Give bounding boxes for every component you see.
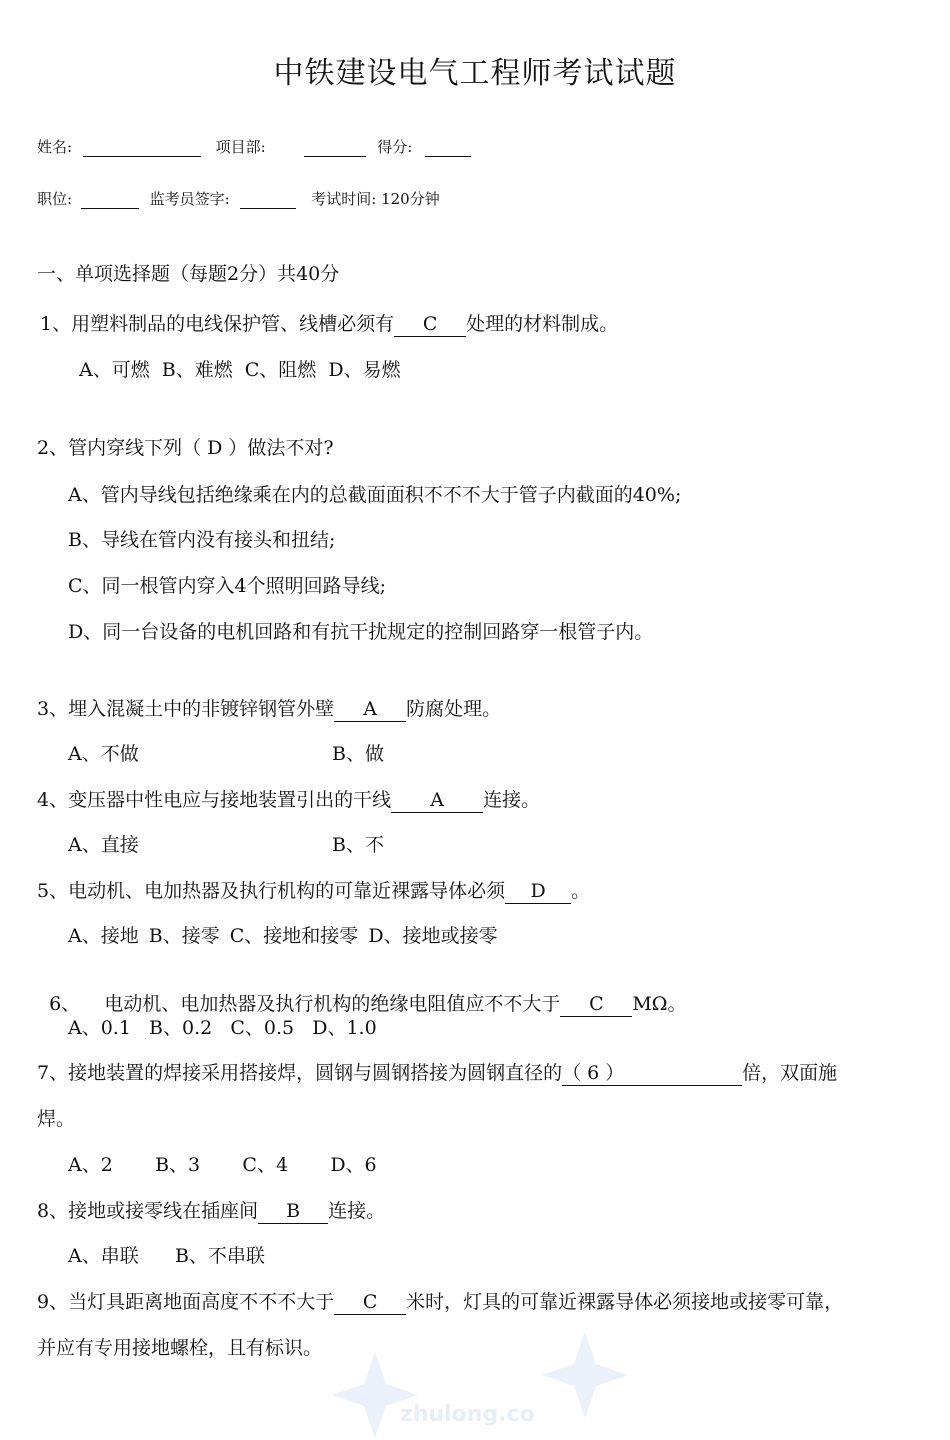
q6-answer: C xyxy=(560,994,632,1017)
question-3: 3、埋入混凝土中的非镀锌钢管外壁 A 防腐处理。 xyxy=(37,698,502,720)
watermark-logo-icon xyxy=(540,1330,630,1420)
q9-answer: C xyxy=(334,1292,406,1315)
proctor-field[interactable] xyxy=(240,191,296,209)
question-1: 1、用塑料制品的电线保护管、线槽必须有 C 处理的材料制成。 xyxy=(40,313,619,335)
question-4: 4、变压器中性电应与接地装置引出的干线 A 连接。 xyxy=(37,789,541,811)
q5-answer: D xyxy=(505,881,571,904)
question-2: 2、管内穿线下列（ D ）做法不对? xyxy=(37,437,334,459)
q4-option-b: B、不 xyxy=(332,834,384,856)
q2-option-c: C、同一根管内穿入4个照明回路导线; xyxy=(68,575,387,597)
q4-answer: A xyxy=(391,790,483,813)
q2-option-b: B、导线在管内没有接头和扭结; xyxy=(68,529,336,551)
question-7: 7、接地装置的焊接采用搭接焊，圆钢与圆钢搭接为圆钢直径的（ 6 ） 倍，双面施 xyxy=(37,1062,838,1084)
dept-label: 项目部: xyxy=(215,138,266,156)
q7-continuation: 焊。 xyxy=(37,1108,76,1130)
question-9: 9、当灯具距离地面高度不不不大于 C 米时，灯具的可靠近裸露导体必须接地或接零可靠， xyxy=(37,1291,844,1313)
q3-option-b: B、做 xyxy=(332,743,384,765)
position-field[interactable] xyxy=(81,191,139,209)
q8-options: A、串联 B、不串联 xyxy=(68,1245,265,1267)
score-field[interactable] xyxy=(425,139,471,157)
q2-option-a: A、管内导线包括绝缘乘在内的总截面面积不不不大于管子内截面的40%; xyxy=(68,484,682,506)
proctor-label: 监考员签字: xyxy=(149,190,230,208)
header-row-1 xyxy=(37,136,471,157)
q4-option-a: A、直接 xyxy=(68,834,139,856)
q3-option-a: A、不做 xyxy=(68,743,139,765)
q6-options: A、0.1 B、0.2 C、0.5 D、1.0 xyxy=(68,1017,377,1039)
q3-answer: A xyxy=(334,699,406,722)
header-row-2 xyxy=(37,188,440,209)
page-title: 中铁建设电气工程师考试试题 xyxy=(273,56,677,91)
q8-answer: B xyxy=(258,1201,328,1224)
watermark-text: zhulong.co xyxy=(400,1402,535,1427)
score-label: 得分: xyxy=(377,138,413,156)
q1-answer: C xyxy=(394,314,466,337)
section-title: 一、单项选择题（每题2分）共40分 xyxy=(37,263,340,285)
q7-answer: （ 6 ） xyxy=(562,1063,742,1086)
q2-option-d: D、同一台设备的电机回路和有抗干扰规定的控制回路穿一根管子内。 xyxy=(68,621,654,643)
q9-continuation: 并应有专用接地螺栓，且有标识。 xyxy=(37,1337,323,1359)
question-8: 8、接地或接零线在插座间 B 连接。 xyxy=(37,1200,386,1222)
exam-time: 考试时间: 120分钟 xyxy=(311,190,440,208)
question-6: 6、 电动机、电加热器及执行机构的绝缘电阻值应不不大于 C MΩ。 xyxy=(49,993,687,1015)
name-field[interactable] xyxy=(83,139,201,157)
question-5: 5、电动机、电加热器及执行机构的可靠近裸露导体必须 D 。 xyxy=(37,880,591,902)
q1-options: A、可燃 B、难燃 C、阻燃 D、易燃 xyxy=(79,359,401,381)
q5-options: A、接地 B、接零 C、接地和接零 D、接地或接零 xyxy=(68,925,498,947)
q7-options: A、2 B、3 C、4 D、6 xyxy=(68,1154,377,1176)
position-label: 职位: xyxy=(37,190,73,208)
dept-field[interactable] xyxy=(304,139,366,157)
name-label: 姓名: xyxy=(37,138,73,156)
